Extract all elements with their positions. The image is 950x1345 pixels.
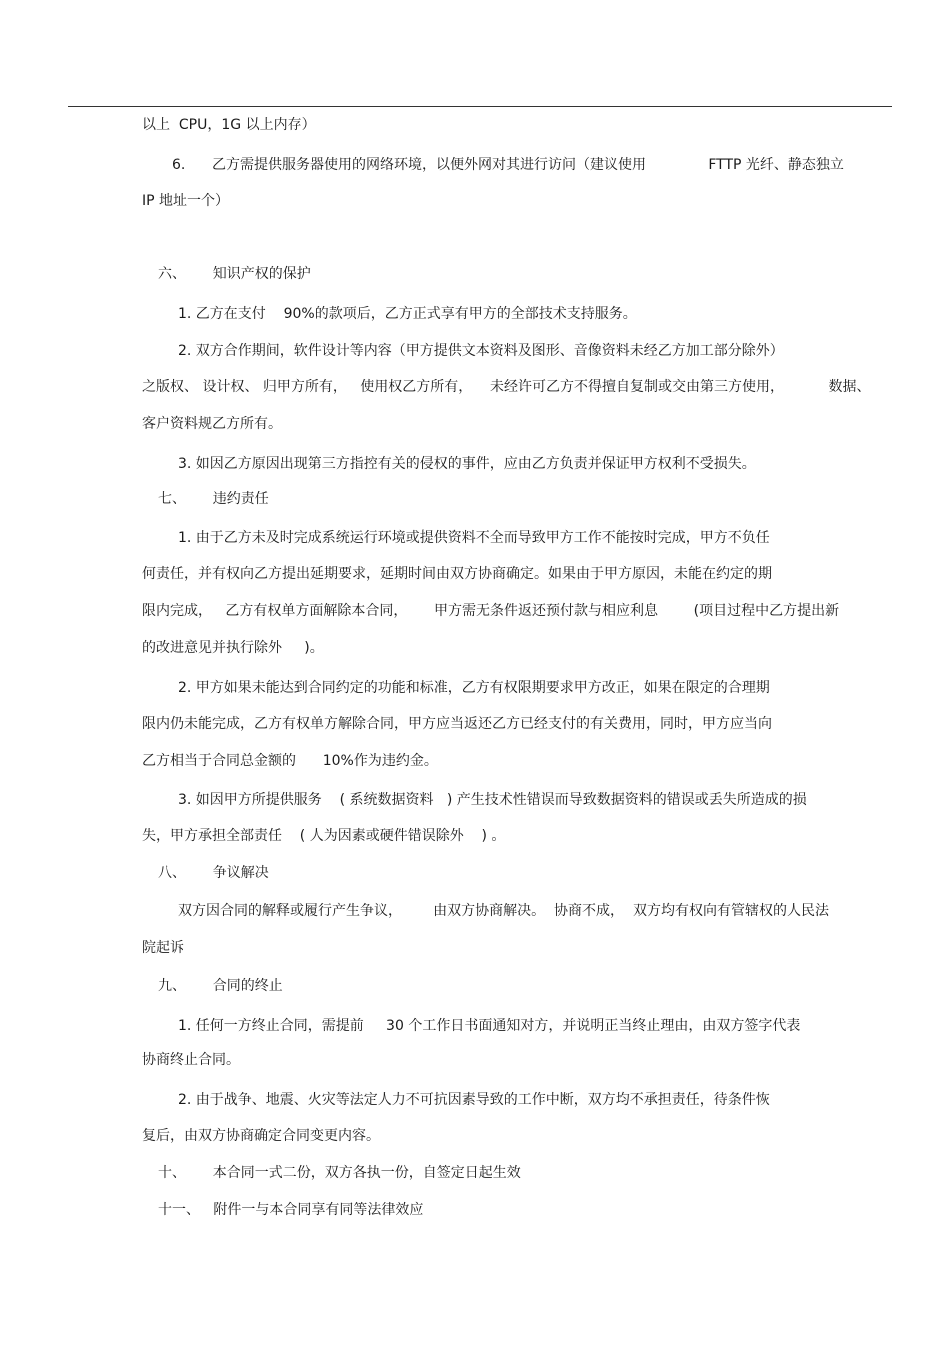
list-item: 1. 由于乙方未及时完成系统运行环境或提供资料不全而导致甲方工作不能按时完成，甲方不负任 bbox=[178, 530, 770, 546]
list-item: 3. 如因乙方原因出现第三方指控有关的侵权的事件，应由乙方负责并保证甲方权利不受损失。 bbox=[178, 456, 756, 472]
section-heading-9: 九、 合同的终止 bbox=[158, 978, 283, 994]
text-line: 以上 CPU，1G 以上内存） bbox=[142, 117, 316, 133]
list-item-6: 6. 乙方需提供服务器使用的网络环境，以便外网对其进行访问（建议使用 FTTP 光纤、静态独立 bbox=[172, 157, 844, 173]
text-line: 的改进意见并执行除外 )。 bbox=[142, 640, 324, 656]
text-line: 限内完成， 乙方有权单方面解除本合同， 甲方需无条件返还预付款与相应利息 (项目过程中乙方提出新 bbox=[142, 603, 840, 619]
text-line: 乙方相当于合同总金额的 10%作为违约金。 bbox=[142, 753, 438, 769]
text-line: 复后，由双方协商确定合同变更内容。 bbox=[142, 1128, 380, 1144]
section-heading-6: 六、 知识产权的保护 bbox=[158, 266, 311, 282]
text-line: 院起诉 bbox=[142, 940, 184, 956]
text-line: 失，甲方承担全部责任 ( 人为因素或硬件错误除外 ) 。 bbox=[142, 828, 506, 844]
section-heading-8: 八、 争议解决 bbox=[158, 865, 269, 881]
text-line: 何责任，并有权向乙方提出延期要求，延期时间由双方协商确定。如果由于甲方原因，未能在约定的期 bbox=[142, 566, 772, 582]
list-item: 1. 乙方在支付 90%的款项后，乙方正式享有甲方的全部技术支持服务。 bbox=[178, 306, 637, 322]
list-item: 3. 如因甲方所提供服务 ( 系统数据资料 ) 产生技术性错误而导致数据资料的错误或丢失所造成的损 bbox=[178, 792, 807, 808]
section-heading-10: 十、 本合同一式二份，双方各执一份，自签定日起生效 bbox=[158, 1165, 521, 1181]
section-heading-11: 十一、 附件一与本合同享有同等法律效应 bbox=[158, 1202, 424, 1218]
text-line: 客户资料规乙方所有。 bbox=[142, 416, 282, 432]
text-line: IP 地址一个） bbox=[142, 193, 230, 209]
list-item: 2. 甲方如果未能达到合同约定的功能和标准，乙方有权限期要求甲方改正，如果在限定的合理期 bbox=[178, 680, 770, 696]
paragraph: 双方因合同的解释或履行产生争议， 由双方协商解决。 协商不成， 双方均有权向有管辖权的人民法 bbox=[178, 903, 829, 919]
list-item: 2. 双方合作期间，软件设计等内容（甲方提供文本资料及图形、音像资料未经乙方加工部分除外） bbox=[178, 343, 784, 359]
list-item: 2. 由于战争、地震、火灾等法定人力不可抗因素导致的工作中断，双方均不承担责任，待条件恢 bbox=[178, 1092, 770, 1108]
header-rule bbox=[68, 106, 892, 107]
text-line: 限内仍未能完成，乙方有权单方解除合同，甲方应当返还乙方已经支付的有关费用，同时，甲方应当向 bbox=[142, 716, 772, 732]
text-line: 协商终止合同。 bbox=[142, 1052, 240, 1068]
text-line: 之版权、 设计权、 归甲方所有， 使用权乙方所有， 未经许可乙方不得擅自复制或交由第三方使用， 数据、 bbox=[142, 379, 871, 395]
section-heading-7: 七、 违约责任 bbox=[158, 491, 269, 507]
list-item: 1. 任何一方终止合同，需提前 30 个工作日书面通知对方，并说明正当终止理由，由双方签字代表 bbox=[178, 1018, 801, 1034]
